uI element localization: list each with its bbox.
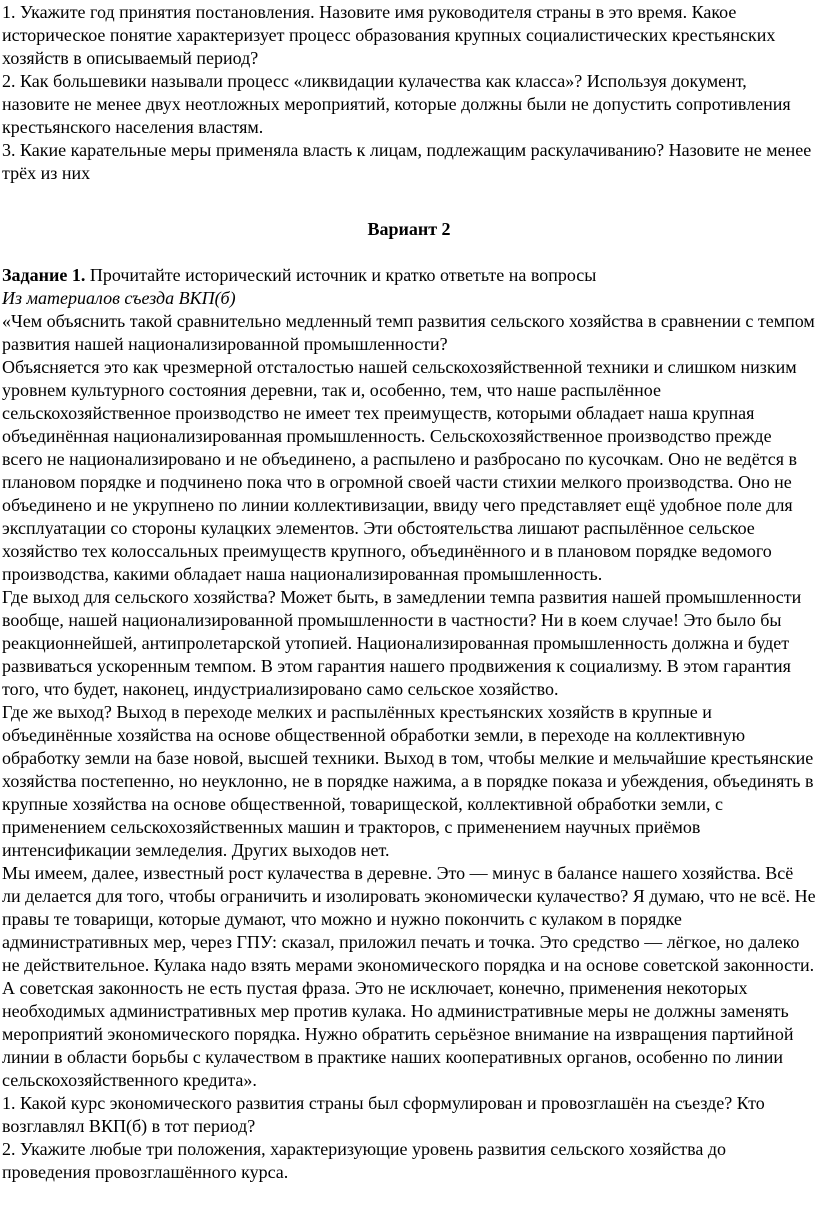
- variant-1-questions: [2, 1, 816, 185]
- spacer: [2, 185, 816, 208]
- source-title: Из материалов съезда ВКП(б): [2, 288, 236, 308]
- document-paragraph: Где выход для сельского хозяйства? Может быть, в замедлении темпа развития нашей промышленности вообще, нашей национализированной промышленности в частности? Ни в коем случае! Это было бы реакционнейшей, антипролетарской утопией. Национализированная промышленность должна и будет развиваться ускоренным темпом. В этом гарантия нашего продвижения к социализму. В этом гарантия того, что будет, наконец, индустриализировано само сельское хозяйство.: [2, 587, 802, 699]
- variant-heading: Вариант 2: [367, 219, 451, 239]
- task-line: [2, 264, 816, 287]
- task-label: Задание 1.: [2, 265, 86, 285]
- document-paragraph: «Чем объяснить такой сравнительно медленный темп развития сельского хозяйства в сравнении с темпом развития нашей национализированной промышленности?: [2, 311, 815, 354]
- source-document: [2, 310, 816, 1092]
- question-3: 3. Какие карательные меры применяла власть к лицам, подлежащим раскулачиванию? Назовите не менее трёх из них: [2, 140, 812, 183]
- variant-2-questions: [2, 1092, 816, 1184]
- task-text: Прочитайте исторический источник и кратко ответьте на вопросы: [85, 265, 597, 285]
- question-1: 1. Укажите год принятия постановления. Назовите имя руководителя страны в это время. Какое историческое понятие характеризует процесс образования крупных социалистических крестьянских хозяйств в описываемый период?: [2, 2, 776, 68]
- document-paragraph: Объясняется это как чрезмерной отсталостью нашей сельскохозяйственной техники и слишком низким уровнем культурного состояния деревни, так и, особенно, тем, что наше распылённое сельскохозяйственное производство не имеет тех преимуществ, которыми обладает наша крупная объединённая национализированная промышленность. Сельскохозяйственное производство прежде всего не национализировано и не объединено, а распылено и разбросано по кусочкам. Оно не ведётся в плановом порядке и подчинено пока что в огромной своей части стихии мелкого производства. Оно не объединено и не укрупнено по линии коллективизации, ввиду чего представляет ещё удобное поле для эксплуатации со стороны кулацких элементов. Эти обстоятельства лишают распылённое сельское хозяйство тех колоссальных преимуществ крупного, объединённого и в плановом порядке ведомого производства, какими обладает наша национализированная промышленность.: [2, 357, 798, 584]
- question-2: 2. Как большевики называли процесс «ликвидации кулачества как класса»? Используя документ, назовите не менее двух неотложных мероприятий, которые должны были не допустить сопротивления крестьянского населения властям.: [2, 71, 791, 137]
- document-paragraph: Где же выход? Выход в переходе мелких и распылённых крестьянских хозяйств в крупные и объединённые хозяйства на основе общественной обработки земли, в переходе на коллективную обработку земли на базе новой, высшей техники. Выход в том, чтобы мелкие и мельчайшие крестьянские хозяйства постепенно, но неуклонно, не в порядке нажима, а в порядке показа и убеждения, объединять в крупные хозяйства на основе общественной, товарищеской, коллективной обработки земли, с применением сельскохозяйственных машин и тракторов, с применением научных приёмов интенсификации земледелия. Других выходов нет.: [2, 702, 814, 860]
- document-paragraph: Мы имеем, далее, известный рост кулачества в деревне. Это — минус в балансе нашего хозяйства. Всё ли делается для того, чтобы ограничить и изолировать экономически кулачество? Я думаю, что не всё. Не правы те товарищи, которые думают, что можно и нужно покончить с кулаком в порядке административных мер, через ГПУ: сказал, приложил печать и точка. Это средство — лёгкое, но далеко не действительное. Кулака надо взять мерами экономического порядка и на основе советской законности. А советская законность не есть пустая фраза. Это не исключает, конечно, применения некоторых необходимых административных мер против кулака. Но административные меры не должны заменять мероприятий экономического порядка. Нужно обратить серьёзное внимание на извращения партийной линии в области борьбы с кулачеством в практике наших кооперативных органов, особенно по линии сельскохозяйственного кредита».: [2, 863, 816, 1090]
- question-1: 1. Какой курс экономического развития страны был сформулирован и провозглашён на съезде? Кто возглавлял ВКП(б) в тот период?: [2, 1093, 765, 1136]
- spacer: [2, 241, 816, 264]
- question-2: 2. Укажите любые три положения, характеризующие уровень развития сельского хозяйства до проведения провозглашённого курса.: [2, 1139, 726, 1182]
